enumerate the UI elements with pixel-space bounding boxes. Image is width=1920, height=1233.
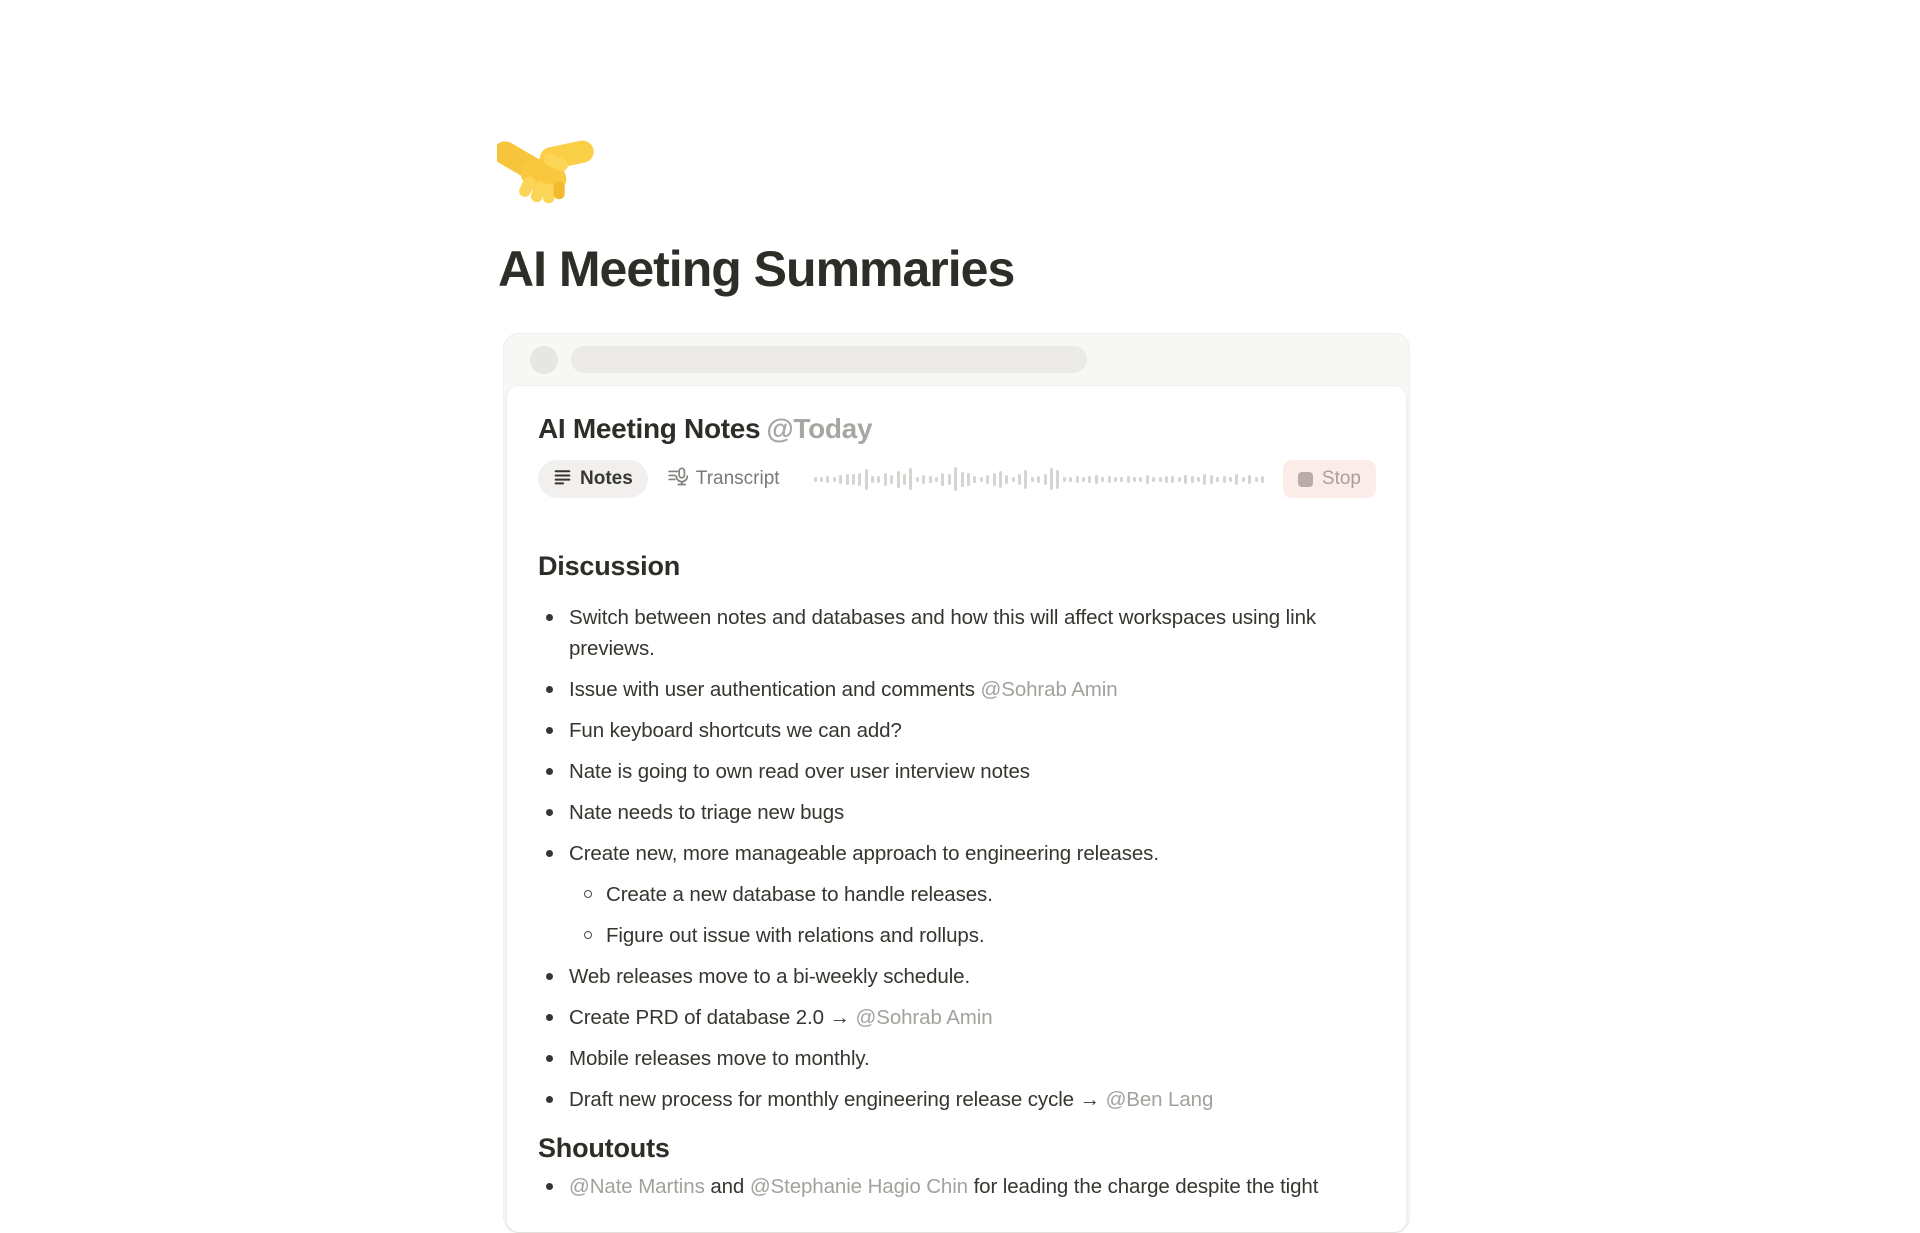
waveform-bar xyxy=(1082,477,1085,482)
waveform-bar xyxy=(1255,477,1258,482)
waveform-bar xyxy=(1037,476,1040,483)
text-run: for leading the charge despite the tight xyxy=(967,1175,1319,1198)
waveform-bar xyxy=(884,473,887,486)
list-item xyxy=(538,669,1376,710)
waveform-bar xyxy=(954,467,957,491)
card-heading-title: AI Meeting Notes xyxy=(538,413,761,444)
tabs-row xyxy=(538,460,1376,498)
text-run: Create a new database to handle releases. xyxy=(606,883,993,906)
waveform-bar xyxy=(1050,468,1053,490)
waveform-bar xyxy=(865,469,868,490)
waveform-bar xyxy=(1191,476,1194,483)
text-run: Nate needs to triage new bugs xyxy=(569,801,845,824)
bullet-marker xyxy=(546,768,553,775)
text-run: Figure out issue with relations and rollups. xyxy=(606,924,985,947)
waveform-bar xyxy=(929,476,932,483)
list-item xyxy=(538,915,1376,956)
mention[interactable]: @Nate Martins xyxy=(569,1175,705,1198)
date-mention[interactable]: @Today xyxy=(766,413,873,444)
waveform-bar xyxy=(1031,477,1034,482)
tab-transcript-label: Transcript xyxy=(695,468,780,489)
list-item xyxy=(538,751,1376,792)
audio-waveform xyxy=(814,460,1265,498)
notes-lines-icon xyxy=(553,467,580,492)
bullet-marker xyxy=(546,850,553,857)
waveform-bar xyxy=(1005,475,1008,484)
waveform-bar xyxy=(1242,477,1245,482)
waveform-bar xyxy=(916,477,919,482)
waveform-bar xyxy=(903,474,906,485)
waveform-bar xyxy=(1133,477,1136,482)
bullet-marker xyxy=(546,1014,553,1021)
waveform-bar xyxy=(814,477,817,482)
list-item xyxy=(538,1038,1376,1079)
waveform-bar xyxy=(852,474,855,485)
waveform-bar xyxy=(999,471,1002,488)
section-discussion xyxy=(538,551,1376,1120)
card-heading xyxy=(538,412,1376,446)
waveform-bar xyxy=(1108,476,1111,483)
waveform-bar xyxy=(820,477,823,482)
waveform-bar xyxy=(1114,477,1117,482)
mention[interactable]: @Sohrab Amin xyxy=(980,678,1118,701)
section-heading: Shoutouts xyxy=(538,1133,670,1163)
mention[interactable]: @Ben Lang xyxy=(1105,1088,1214,1111)
bullet-marker xyxy=(546,1183,553,1190)
waveform-bar xyxy=(1095,475,1098,484)
stop-button[interactable] xyxy=(1283,460,1376,498)
waveform-bar xyxy=(1069,477,1072,482)
list-item xyxy=(538,710,1376,751)
waveform-bar xyxy=(1229,477,1232,482)
waveform-bar xyxy=(1139,477,1142,482)
waveform-bar xyxy=(1127,476,1130,483)
list-item xyxy=(538,874,1376,915)
card-header-skeleton xyxy=(504,334,1409,385)
waveform-bar xyxy=(1248,475,1251,484)
text-run: Issue with user authentication and comments xyxy=(569,678,981,701)
meeting-notes-card xyxy=(503,333,1410,1233)
waveform-bar xyxy=(980,477,983,482)
waveform-bar xyxy=(1159,477,1162,482)
stop-button-label: Stop xyxy=(1321,468,1361,489)
waveform-bar xyxy=(877,476,880,483)
waveform-bar xyxy=(922,475,925,484)
waveform-bar xyxy=(1261,476,1264,483)
waveform-bar xyxy=(986,475,989,484)
waveform-bar xyxy=(1178,477,1181,482)
waveform-bar xyxy=(1088,476,1091,483)
tab-transcript[interactable] xyxy=(657,460,790,498)
waveform-bar xyxy=(1210,475,1213,484)
list-item xyxy=(538,997,1376,1038)
notes-content xyxy=(538,551,1376,1207)
text-run: and xyxy=(704,1175,750,1198)
mention[interactable]: @Stephanie Hagio Chin xyxy=(749,1175,968,1198)
waveform-bar xyxy=(1235,474,1238,485)
page-title: AI Meeting Summaries xyxy=(498,241,1015,297)
text-run: Fun keyboard shortcuts we can add? xyxy=(569,719,902,742)
bullet-marker xyxy=(546,1096,553,1103)
waveform-bar xyxy=(1171,476,1174,483)
list-item xyxy=(538,956,1376,997)
mention[interactable]: @Sohrab Amin xyxy=(855,1006,993,1029)
sub-bullet-marker xyxy=(584,931,592,939)
bullet-marker xyxy=(546,614,553,621)
waveform-bar xyxy=(1197,477,1200,482)
handshake-emoji-icon[interactable] xyxy=(497,128,594,214)
waveform-bar xyxy=(1076,476,1079,483)
skeleton-title-bar xyxy=(571,346,1087,373)
bullet-marker xyxy=(546,973,553,980)
waveform-bar xyxy=(871,476,874,483)
waveform-bar xyxy=(1056,470,1059,489)
waveform-bar xyxy=(1012,477,1015,482)
bullet-marker xyxy=(546,686,553,693)
tab-notes-label: Notes xyxy=(580,468,633,489)
transcript-mic-icon xyxy=(667,466,696,493)
meeting-notes-inner-page xyxy=(507,386,1406,1232)
skeleton-avatar xyxy=(530,346,558,374)
list-item xyxy=(538,1166,1376,1207)
waveform-bar xyxy=(909,468,912,490)
waveform-bar xyxy=(1101,477,1104,482)
waveform-bar xyxy=(993,473,996,486)
waveform-bar xyxy=(846,474,849,485)
waveform-bar xyxy=(1044,474,1047,485)
stop-square-icon xyxy=(1298,472,1313,487)
sub-bullet-marker xyxy=(584,890,592,898)
waveform-bar xyxy=(1223,476,1226,483)
waveform-bar xyxy=(833,477,836,482)
list-item xyxy=(538,792,1376,833)
waveform-bar xyxy=(1203,474,1206,485)
waveform-bar xyxy=(858,473,861,486)
waveform-bar xyxy=(897,471,900,488)
list-item xyxy=(538,597,1376,669)
list-item xyxy=(538,1079,1376,1120)
text-run: Draft new process for monthly engineering release cycle → xyxy=(569,1088,1106,1111)
waveform-bar xyxy=(1146,475,1149,484)
waveform-bar xyxy=(948,474,951,485)
waveform-bar xyxy=(961,472,964,487)
bullet-list xyxy=(538,597,1376,1120)
waveform-bar xyxy=(1216,477,1219,482)
waveform-bar xyxy=(1152,477,1155,482)
section-heading: Discussion xyxy=(538,551,681,581)
waveform-bar xyxy=(839,475,842,484)
waveform-bar xyxy=(973,476,976,483)
bullet-list xyxy=(538,1166,1376,1207)
waveform-bar xyxy=(1018,474,1021,485)
waveform-bar xyxy=(967,473,970,486)
waveform-bar xyxy=(890,475,893,484)
bullet-marker xyxy=(546,1055,553,1062)
text-run: Switch between notes and databases and how this will affect workspaces using link previews. xyxy=(569,606,1317,660)
waveform-bar xyxy=(941,473,944,486)
text-run: Nate is going to own read over user interview notes xyxy=(569,760,1030,783)
waveform-bar xyxy=(1165,476,1168,483)
text-run: Create new, more manageable approach to engineering releases. xyxy=(569,842,1159,865)
bullet-marker xyxy=(546,727,553,734)
waveform-bar xyxy=(935,477,938,482)
text-run: Mobile releases move to monthly. xyxy=(569,1047,870,1070)
waveform-bar xyxy=(1063,477,1066,482)
waveform-bar xyxy=(1120,477,1123,482)
waveform-bar xyxy=(1024,470,1027,489)
bullet-marker xyxy=(546,809,553,816)
tab-notes[interactable] xyxy=(538,460,648,498)
list-item xyxy=(538,833,1376,874)
waveform-bar xyxy=(1184,475,1187,484)
text-run: Web releases move to a bi-weekly schedule. xyxy=(569,965,971,988)
section-shoutouts xyxy=(538,1133,1376,1207)
waveform-bar xyxy=(826,476,829,483)
text-run: Create PRD of database 2.0 → xyxy=(569,1006,856,1029)
